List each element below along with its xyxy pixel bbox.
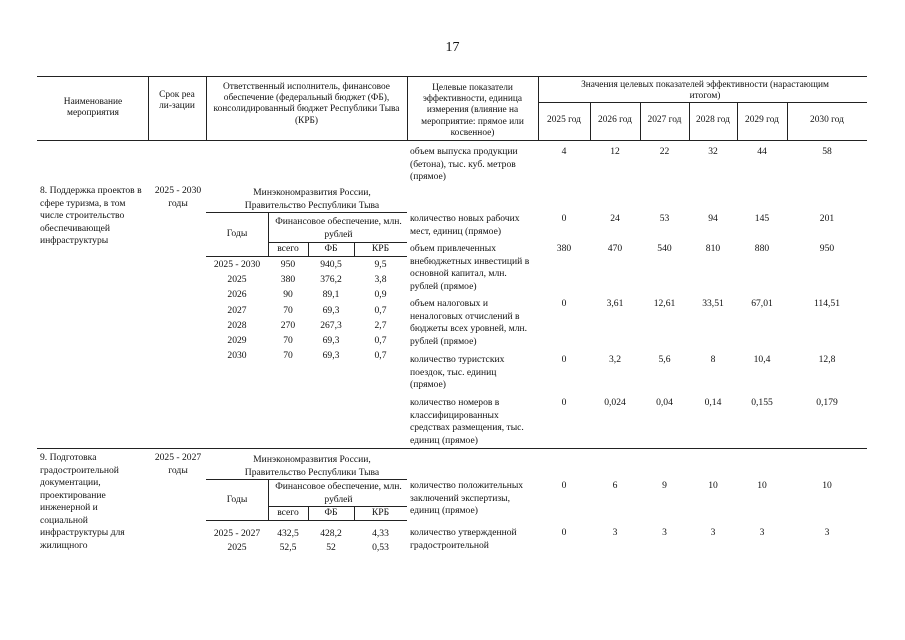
- indicator-value: 67,01: [751, 298, 773, 309]
- fin-value-cell: 432,5: [277, 528, 299, 539]
- fin-value-cell: 0,53: [372, 542, 389, 553]
- fin-year-cell: 2025: [227, 274, 247, 286]
- fin-fb-label: ФБ: [324, 243, 338, 254]
- indicator-value: 9: [662, 480, 667, 491]
- fin-year-cell: 2030: [227, 350, 247, 362]
- indicator-value: 22: [659, 146, 670, 157]
- indicator-value: 0,14: [704, 397, 722, 408]
- fin-value-cell: 270: [280, 319, 296, 331]
- indicator-value: 0,179: [816, 397, 838, 408]
- fin-value-cell: 70: [283, 350, 293, 362]
- indicator-value: 3,61: [606, 298, 624, 309]
- fin-rule: [206, 212, 407, 213]
- fin-krb-label: КРБ: [371, 243, 390, 254]
- indicator-value: 540: [657, 243, 672, 254]
- indicator-label: количество утвержденной градостроительной: [410, 527, 517, 551]
- indicator-value: 380: [556, 243, 572, 254]
- header-bottom-rule: [37, 140, 867, 141]
- fin-rule: [206, 479, 407, 480]
- fin-value-cell: 52: [326, 542, 336, 553]
- indicator-value: 0: [561, 298, 567, 309]
- indicator-value: 0: [561, 527, 567, 538]
- indicator-value: 12: [610, 146, 620, 157]
- indicator-value: 950: [819, 243, 835, 254]
- indicator-value: 0: [561, 480, 567, 491]
- year-header: 2027 год: [647, 115, 682, 125]
- indicator-value: 0: [561, 213, 567, 224]
- indicator-label: количество новых рабочих мест, единиц (прямое): [410, 213, 520, 237]
- header-divider: [407, 76, 408, 140]
- fin-year-cell: 2025: [227, 542, 247, 553]
- fin-value-cell: 70: [283, 335, 293, 346]
- indicator-value: 470: [607, 243, 623, 254]
- row8-name: 8. Поддержка проектов в сфере туризма, в том числе строительство обеспечивающей инфраструктуры: [40, 185, 142, 246]
- fin-title: Финансовое обеспечение, млн. рублей: [275, 216, 402, 240]
- row9-name: 9. Подготовка градостроительной документации, проектирование инженерной и социальной инфраструктуры для жилищного: [40, 452, 125, 551]
- indicator-value: 3: [612, 527, 618, 538]
- fin-year-cell: 2029: [227, 335, 247, 346]
- fin-rule: [206, 256, 407, 257]
- indicator-value: 145: [754, 213, 770, 224]
- year-header: 2025 год: [547, 115, 581, 125]
- indicator-value: 0,155: [751, 397, 773, 408]
- indicator-value: 10: [757, 480, 767, 491]
- fin-value-cell: 89,1: [322, 289, 340, 301]
- fin-year-cell: 2027: [227, 304, 247, 316]
- indicator-value: 44: [757, 146, 767, 157]
- fin-value-cell: 2,7: [374, 319, 387, 331]
- fin-value-cell: 52,5: [279, 542, 297, 553]
- fin-year-cell: 2026: [227, 289, 247, 301]
- fin-rule: [206, 520, 407, 521]
- fin-krb-label: КРБ: [371, 507, 390, 518]
- fin-total-label: всего: [277, 243, 299, 254]
- fin-year-cell: 2025 - 2027: [213, 528, 261, 539]
- row8-term: 2025 - 2030 годы: [154, 185, 202, 209]
- row9-term: 2025 - 2027 годы: [154, 452, 202, 476]
- fin-value-cell: 4,33: [372, 528, 389, 539]
- row8-responsible: Минэкономразвития России, Правительство Республики Тыва: [244, 187, 380, 211]
- fin-value-cell: 428,2: [320, 528, 342, 539]
- fin-value-cell: 0,7: [374, 335, 387, 346]
- fin-value-cell: 380: [280, 274, 296, 286]
- indicator-value: 33,51: [702, 298, 724, 309]
- header-term: [150, 90, 204, 112]
- indicator-value: 10,4: [753, 354, 771, 365]
- header-indicators: Целевые показатели эффективности, единица измерения (влияние на мероприятие: прямое или косвенное): [421, 83, 524, 138]
- fin-value-cell: 267,3: [320, 319, 342, 331]
- indicator-value: 114,51: [813, 298, 841, 309]
- fin-value-cell: 950: [280, 259, 296, 270]
- indicator-value: 53: [659, 213, 670, 224]
- header-top-rule: [37, 76, 867, 77]
- indicator-value: 0: [561, 397, 567, 408]
- indicator-label: количество номеров в классифицированных средствах размещения, тыс. единиц (прямое): [410, 397, 524, 446]
- year-header: 2028 год: [696, 115, 730, 125]
- fin-value-cell: 3,8: [374, 274, 387, 286]
- indicator-label: количество туристских поездок, тыс. единиц (прямое): [410, 354, 505, 390]
- fin-year-cell: 2028: [227, 319, 247, 331]
- indicator-value: 6: [612, 480, 618, 491]
- fin-value-cell: 70: [283, 304, 293, 316]
- indicator-value: 3: [824, 527, 830, 538]
- fin-total-label: всего: [277, 507, 299, 518]
- header-responsible: Ответственный исполнитель, финансовое обеспечение (федеральный бюджет (ФБ), консолидированный бюджет Республики Тыва (КРБ): [213, 82, 400, 126]
- indicator-value: 8: [710, 354, 716, 365]
- indicator-value: 94: [708, 213, 718, 224]
- fin-years-label: Годы: [226, 494, 248, 505]
- indicator-value: 24: [610, 213, 620, 224]
- header-term-text: Срок реали-зации: [159, 90, 195, 112]
- fin-title: Финансовое обеспечение, млн. рублей: [275, 481, 402, 505]
- indicator-value: 3: [662, 527, 667, 538]
- indicator-value: 10: [822, 480, 832, 491]
- indicator-label: объем налоговых и неналоговых отчислений в бюджеты всех уровней, млн. рублей (прямое): [410, 298, 528, 347]
- row9-top-rule: [37, 448, 867, 449]
- indicator-value: 32: [708, 146, 718, 157]
- fin-years-label: Годы: [226, 228, 248, 239]
- fin-value-cell: 69,3: [322, 335, 340, 346]
- indicator-value: 810: [705, 243, 721, 254]
- header-divider: [206, 76, 207, 140]
- fin-value-cell: 0,7: [374, 350, 387, 362]
- fin-value-cell: 940,5: [320, 259, 342, 270]
- indicator-value: 0: [561, 354, 567, 365]
- indicator-value: 3: [759, 527, 765, 538]
- indicator-value: 4: [561, 146, 567, 157]
- year-header: 2029 год: [745, 115, 779, 125]
- fin-value-cell: 376,2: [320, 274, 342, 286]
- header-values-group: Значения целевых показателей эффективности (нарастающим итогом): [581, 80, 829, 102]
- indicator-label: объем выпуска продукции (бетона), тыс. куб. метров (прямое): [410, 146, 518, 182]
- indicator-value: 3: [710, 527, 716, 538]
- fin-value-cell: 90: [283, 289, 293, 301]
- fin-value-cell: 0,7: [374, 304, 387, 316]
- indicator-value: 10: [708, 480, 718, 491]
- year-header: 2026 год: [598, 115, 632, 125]
- indicator-value: 880: [754, 243, 770, 254]
- year-header: 2030 год: [810, 115, 844, 125]
- header-divider: [148, 76, 149, 140]
- indicator-label: объем привлеченных внебюджетных инвестиций в основной капитал, млн. рублей (прямое): [410, 243, 530, 292]
- fin-value-cell: 69,3: [322, 304, 340, 316]
- fin-fb-label: ФБ: [324, 507, 338, 518]
- header-divider: [538, 76, 539, 140]
- indicator-value: 201: [819, 213, 835, 224]
- fin-value-cell: 9,5: [374, 259, 387, 270]
- indicator-value: 5,6: [658, 354, 671, 365]
- row9-responsible: Минэкономразвития России, Правительство Республики Тыва: [244, 454, 380, 478]
- header-name: Наименование мероприятия: [63, 97, 123, 119]
- fin-value-cell: 0,9: [374, 289, 387, 301]
- indicator-value: 12,61: [653, 298, 676, 309]
- indicator-value: 12,8: [818, 354, 836, 365]
- indicator-value: 58: [822, 146, 832, 157]
- fin-year-cell: 2025 - 2030: [213, 259, 261, 270]
- indicator-label: количество положительных заключений экспертизы, единиц (прямое): [410, 480, 524, 516]
- indicator-value: 0,04: [656, 397, 673, 408]
- page-number: 17: [445, 40, 460, 55]
- indicator-value: 0,024: [604, 397, 626, 408]
- fin-value-cell: 69,3: [322, 350, 340, 362]
- indicator-value: 3,2: [609, 354, 621, 365]
